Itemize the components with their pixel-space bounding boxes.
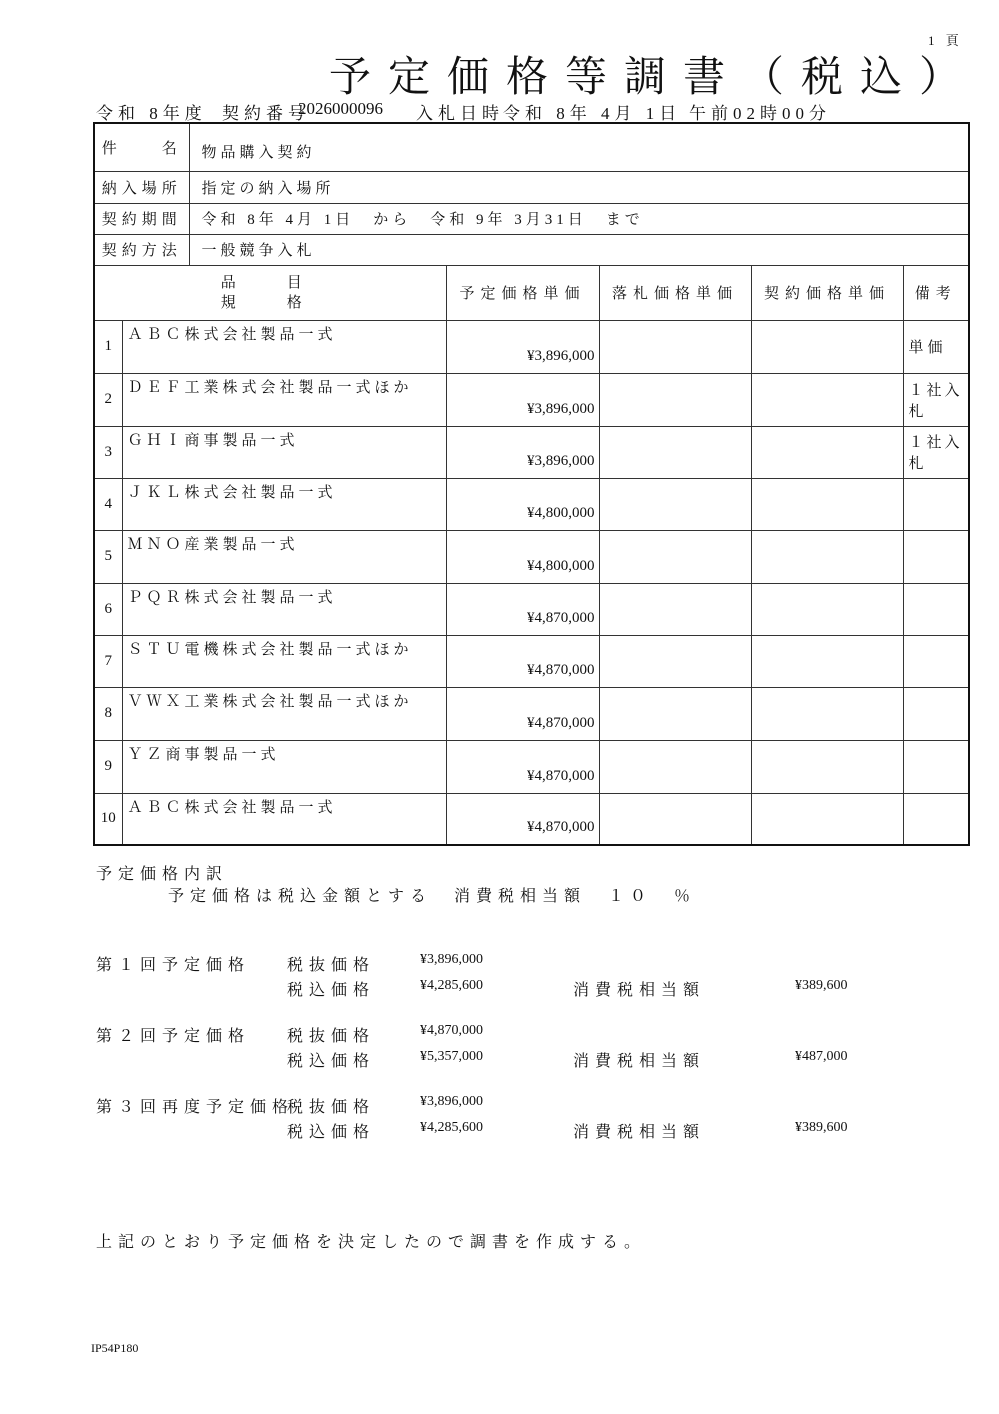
table-row bbox=[94, 530, 969, 583]
row-note bbox=[903, 530, 969, 583]
contract-price bbox=[751, 583, 903, 635]
bid-date: 令和 8年 4月 1日 bbox=[503, 104, 682, 123]
contract-price bbox=[751, 426, 903, 478]
table-row bbox=[94, 635, 969, 687]
info-value: 指定の納入場所 bbox=[189, 171, 969, 203]
bid-time: 午前02時00分 bbox=[689, 104, 831, 123]
row-note bbox=[903, 740, 969, 793]
summary-label: 第３回再度予定価格 bbox=[96, 1099, 295, 1116]
table-row bbox=[94, 320, 969, 373]
info-label: 契約方法 bbox=[94, 234, 189, 265]
info-row-period bbox=[94, 203, 969, 234]
table-row bbox=[94, 426, 969, 478]
planned-price: ¥3,896,000 bbox=[446, 373, 599, 426]
form-code: IP54P180 bbox=[91, 1341, 139, 1355]
planned-price: ¥4,800,000 bbox=[446, 478, 599, 530]
row-number: 5 bbox=[94, 530, 122, 583]
item-name: ＧＨＩ商事製品一式 bbox=[122, 426, 446, 478]
table-row bbox=[94, 687, 969, 740]
row-number: 1 bbox=[94, 320, 122, 373]
row-note bbox=[903, 478, 969, 530]
remarks-line: 予定価格は税込金額とする 消費税相当額 １０ ％ bbox=[168, 888, 719, 905]
summary-key-incl: 税込価格 bbox=[287, 1124, 376, 1141]
row-note bbox=[903, 583, 969, 635]
planned-price: ¥4,800,000 bbox=[446, 530, 599, 583]
contract-price bbox=[751, 740, 903, 793]
summary-val-excl: ¥3,896,000 bbox=[420, 1094, 483, 1109]
winning-price bbox=[599, 635, 751, 687]
info-label: 契約期間 bbox=[94, 203, 189, 234]
summary-val-excl: ¥3,896,000 bbox=[420, 952, 483, 967]
summary-key-incl: 税込価格 bbox=[287, 1053, 376, 1070]
row-note: 単価 bbox=[903, 320, 969, 373]
info-value: 物品購入契約 bbox=[189, 123, 969, 171]
winning-price bbox=[599, 320, 751, 373]
row-number: 7 bbox=[94, 635, 122, 687]
item-header-bottom: 規 格 bbox=[220, 294, 320, 311]
summary-key-tax: 消費税相当額 bbox=[573, 1053, 706, 1070]
planned-price: ¥4,870,000 bbox=[446, 635, 599, 687]
winning-price bbox=[599, 687, 751, 740]
item-name: ＡＢＣ株式会社製品一式 bbox=[122, 793, 446, 845]
contract-price bbox=[751, 635, 903, 687]
closing-statement: 上記のとおり予定価格を決定したので調書を作成する。 bbox=[96, 1234, 647, 1251]
contract-no-label: 契約番号 bbox=[222, 104, 310, 123]
summary-val-incl: ¥4,285,600 bbox=[420, 978, 483, 993]
item-name: ＪＫＬ株式会社製品一式 bbox=[122, 478, 446, 530]
item-column-header bbox=[94, 265, 446, 320]
summary-val-incl: ¥5,357,000 bbox=[420, 1049, 483, 1064]
summary-val-tax: ¥389,600 bbox=[795, 1120, 848, 1135]
fiscal-year: 令和 8年度 bbox=[96, 104, 207, 123]
row-number: 9 bbox=[94, 740, 122, 793]
summary-val-excl: ¥4,870,000 bbox=[420, 1023, 483, 1038]
summary-key-excl: 税抜価格 bbox=[287, 957, 376, 974]
page-number: 1 頁 bbox=[928, 33, 963, 48]
winning-price bbox=[599, 373, 751, 426]
row-number: 2 bbox=[94, 373, 122, 426]
item-name: ＡＢＣ株式会社製品一式 bbox=[122, 320, 446, 373]
item-name: ＶＷＸ工業株式会社製品一式ほか bbox=[122, 687, 446, 740]
price-table bbox=[93, 122, 970, 846]
summary-key-excl: 税抜価格 bbox=[287, 1028, 376, 1045]
item-header-top: 品 目 bbox=[220, 274, 320, 291]
item-name: ＹＺ商事製品一式 bbox=[122, 740, 446, 793]
planned-price: ¥3,896,000 bbox=[446, 426, 599, 478]
contract-no: 2026000096 bbox=[298, 99, 383, 118]
table-row bbox=[94, 478, 969, 530]
summary-key-tax: 消費税相当額 bbox=[573, 982, 706, 999]
summary-val-tax: ¥487,000 bbox=[795, 1049, 848, 1064]
row-number: 3 bbox=[94, 426, 122, 478]
info-value: 一般競争入札 bbox=[189, 234, 969, 265]
col-planned-price: 予定価格単価 bbox=[446, 265, 599, 320]
row-number: 8 bbox=[94, 687, 122, 740]
contract-price bbox=[751, 793, 903, 845]
row-number: 4 bbox=[94, 478, 122, 530]
summary-val-tax: ¥389,600 bbox=[795, 978, 848, 993]
summary-label: 第１回予定価格 bbox=[96, 957, 251, 974]
col-winning-price: 落札価格単価 bbox=[599, 265, 751, 320]
contract-price bbox=[751, 373, 903, 426]
contract-price bbox=[751, 320, 903, 373]
row-number: 10 bbox=[94, 793, 122, 845]
info-value: 令和 8年 4月 1日 から 令和 9年 3月31日 まで bbox=[189, 203, 969, 234]
planned-price: ¥4,870,000 bbox=[446, 793, 599, 845]
column-header-row bbox=[94, 265, 969, 320]
planned-price: ¥4,870,000 bbox=[446, 687, 599, 740]
item-name: ＳＴＵ電機株式会社製品一式ほか bbox=[122, 635, 446, 687]
row-note bbox=[903, 793, 969, 845]
info-row-subject bbox=[94, 123, 969, 171]
row-note bbox=[903, 687, 969, 740]
contract-price bbox=[751, 530, 903, 583]
row-note bbox=[903, 635, 969, 687]
planned-price: ¥3,896,000 bbox=[446, 320, 599, 373]
summary-label: 第２回予定価格 bbox=[96, 1028, 251, 1045]
table-row bbox=[94, 793, 969, 845]
winning-price bbox=[599, 478, 751, 530]
winning-price bbox=[599, 530, 751, 583]
summary-key-incl: 税込価格 bbox=[287, 982, 376, 999]
winning-price bbox=[599, 793, 751, 845]
contract-price bbox=[751, 687, 903, 740]
table-row bbox=[94, 740, 969, 793]
item-name: ＤＥＦ工業株式会社製品一式ほか bbox=[122, 373, 446, 426]
row-number: 6 bbox=[94, 583, 122, 635]
summary-val-incl: ¥4,285,600 bbox=[420, 1120, 483, 1135]
table-row bbox=[94, 373, 969, 426]
item-name: ＰＱＲ株式会社製品一式 bbox=[122, 583, 446, 635]
info-label: 納入場所 bbox=[94, 171, 189, 203]
col-remarks: 備考 bbox=[903, 265, 969, 320]
item-name: ＭＮＯ産業製品一式 bbox=[122, 530, 446, 583]
row-note: １社入札 bbox=[903, 373, 969, 426]
info-row-place bbox=[94, 171, 969, 203]
winning-price bbox=[599, 426, 751, 478]
row-note: １社入札 bbox=[903, 426, 969, 478]
contract-price bbox=[751, 478, 903, 530]
winning-price bbox=[599, 583, 751, 635]
planned-price: ¥4,870,000 bbox=[446, 740, 599, 793]
table-row bbox=[94, 583, 969, 635]
info-label: 件 名 bbox=[94, 123, 189, 171]
info-row-method bbox=[94, 234, 969, 265]
col-contract-price: 契約価格単価 bbox=[751, 265, 903, 320]
bid-date-label: 入札日時 bbox=[416, 104, 504, 123]
planned-price: ¥4,870,000 bbox=[446, 583, 599, 635]
winning-price bbox=[599, 740, 751, 793]
document-title: 予定価格等調書（税込） bbox=[329, 55, 979, 101]
summary-key-excl: 税抜価格 bbox=[287, 1099, 376, 1116]
summary-key-tax: 消費税相当額 bbox=[573, 1124, 706, 1141]
remarks-heading: 予定価格内訳 bbox=[96, 866, 229, 883]
